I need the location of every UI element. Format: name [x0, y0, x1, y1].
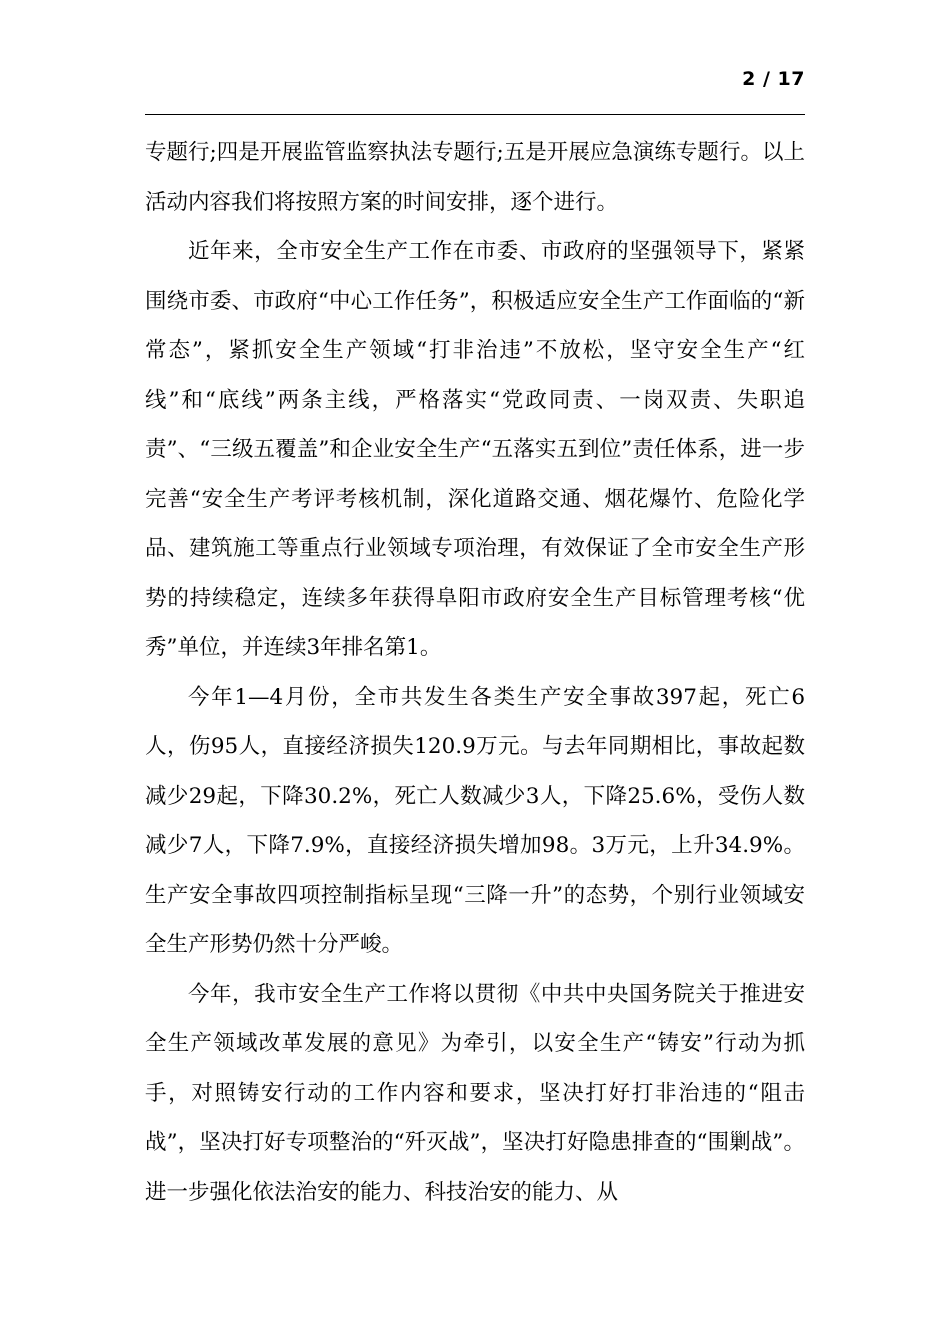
paragraph-statistics: 今年1—4月份，全市共发生各类生产安全事故397起，死亡6人，伤95人，直接经济损失120.9万元。与去年同期相比，事故起数减少29起，下降30.2%，死亡人数减少3人，下降25.6%，受伤人数减少7人，下降7.9%，直接经济损失增加98。3万元，上升34.9%。生产安全事故四项控制指标呈现“三降一升”的态势，个别行业领域安全生产形势仍然十分严峻。	[145, 684, 805, 957]
page-number: 2 / 17	[742, 68, 805, 90]
paragraph-plan: 今年，我市安全生产工作将以贯彻《中共中央国务院关于推进安全生产领域改革发展的意见》为牵引，以安全生产“铸安”行动为抓手，对照铸安行动的工作内容和要求，坚决打好打非治违的“阻击战”，坚决打好专项整治的“歼灭战”，坚决打好隐患排查的“围剿战”。进一步强化依法治安的能力、科技治安的能力、从	[145, 981, 805, 1205]
paragraph-continuation: 专题行;四是开展监管监察执法专题行;五是开展应急演练专题行。以上活动内容我们将按照方案的时间安排，逐个进行。	[145, 140, 805, 215]
paragraph-overview: 近年来，全市安全生产工作在市委、市政府的坚强领导下，紧紧围绕市委、市政府“中心工作任务”，积极适应安全生产工作面临的“新常态”，紧抓安全生产领域“打非治违”不放松，坚守安全生产“红线”和“底线”两条主线，严格落实“党政同责、一岗双责、失职追责”、“三级五覆盖”和企业安全生产“五落实五到位”责任体系，进一步完善“安全生产考评考核机制，深化道路交通、烟花爆竹、危险化学品、建筑施工等重点行业领域专项治理，有效保证了全市安全生产形势的持续稳定，连续多年获得阜阳市政府安全生产目标管理考核“优秀”单位，并连续3年排名第1。	[145, 239, 805, 660]
page-header	[145, 66, 805, 115]
document-body	[145, 128, 805, 1217]
